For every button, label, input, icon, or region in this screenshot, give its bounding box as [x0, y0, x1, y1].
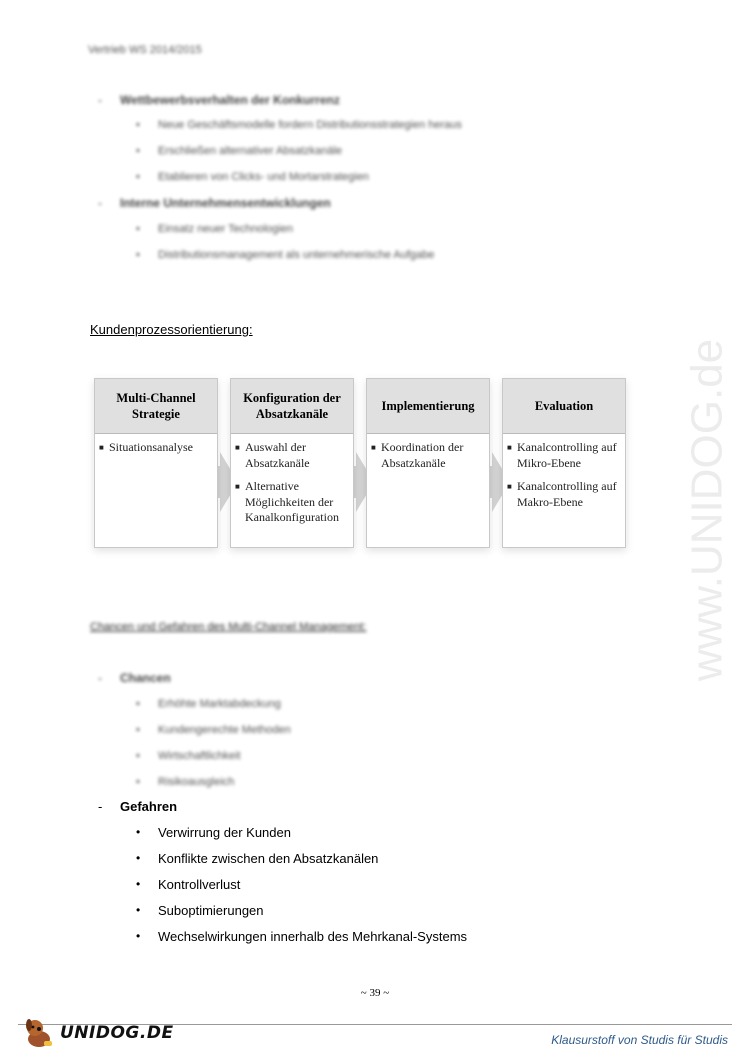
list-item: • Kontrollverlust: [136, 877, 241, 892]
list-item: • Distributionsmanagement als unternehmerische Aufgabe: [136, 249, 435, 261]
list-heading: - Interne Unternehmensentwicklungen: [98, 196, 331, 210]
list-item: • Erhöhte Marktabdeckung: [136, 698, 281, 710]
page-number: ~ 39 ~: [360, 987, 390, 999]
list-item: • Risikoausgleich: [136, 776, 235, 788]
process-box-evaluation: [502, 378, 626, 548]
list-item: • Konflikte zwischen den Absatzkanälen: [136, 851, 379, 866]
unidog-logo: [22, 1017, 174, 1049]
process-box-title: Evaluation: [503, 379, 625, 434]
process-box-title: Konfiguration der Absatzkanäle: [231, 379, 353, 434]
process-box-strategie: [94, 378, 218, 548]
process-bullet: ■ Situationsanalyse: [99, 440, 193, 454]
list-item: • Suboptimierungen: [136, 903, 264, 918]
process-box-implementierung: [366, 378, 490, 548]
course-header: Vertrieb WS 2014/2015: [88, 44, 202, 56]
list-item: • Erschließen alternativer Absatzkanäle: [136, 145, 343, 157]
process-bullet: ■ Kanalcontrolling auf Mikro-Ebene: [507, 440, 617, 470]
svg-text:www.UNIDOG.de: www.UNIDOG.de: [682, 338, 732, 682]
process-bullet: ■ Koordination der Absatzkanäle: [371, 440, 464, 470]
list-item: • Wirtschaftlichkeit: [136, 750, 241, 762]
section-heading-chancen-gefahren: Chancen und Gefahren des Multi-Channel Management:: [90, 621, 367, 633]
list-item: • Kundengerechte Methoden: [136, 724, 291, 736]
list-item: • Wechselwirkungen innerhalb des Mehrkanal-Systems: [136, 929, 468, 944]
watermark: [680, 280, 740, 740]
process-box-konfiguration: [230, 378, 354, 548]
list-item: • Verwirrung der Kunden: [136, 825, 291, 840]
list-item: • Einsatz neuer Technologien: [136, 223, 293, 235]
dog-icon: [22, 1017, 56, 1049]
list-item: • Neue Geschäftsmodelle fordern Distributionsstrategien heraus: [136, 119, 462, 131]
list-heading-gefahren: - Gefahren: [98, 799, 178, 814]
process-box-title: Implementierung: [367, 379, 489, 434]
process-bullet: ■ Alternative Möglichkeiten der Kanalkonfiguration: [235, 479, 339, 524]
footer-tagline: Klausurstoff von Studis für Studis: [551, 1033, 728, 1047]
list-heading: - Wettbewerbsverhalten der Konkurrenz: [98, 93, 340, 107]
list-heading: - Chancen: [98, 671, 171, 685]
process-bullet: ■ Kanalcontrolling auf Makro-Ebene: [507, 479, 617, 509]
process-box-title: Multi-Channel Strategie: [95, 379, 217, 434]
process-bullet: ■ Auswahl der Absatzkanäle: [235, 440, 310, 470]
logo-text: UNIDOG.DE: [60, 1023, 174, 1043]
process-diagram: [90, 378, 625, 554]
section-heading-kundenprozess: Kundenprozessorientierung:: [90, 322, 253, 337]
list-item: • Etablieren von Clicks- und Mortarstrategien: [136, 171, 369, 183]
